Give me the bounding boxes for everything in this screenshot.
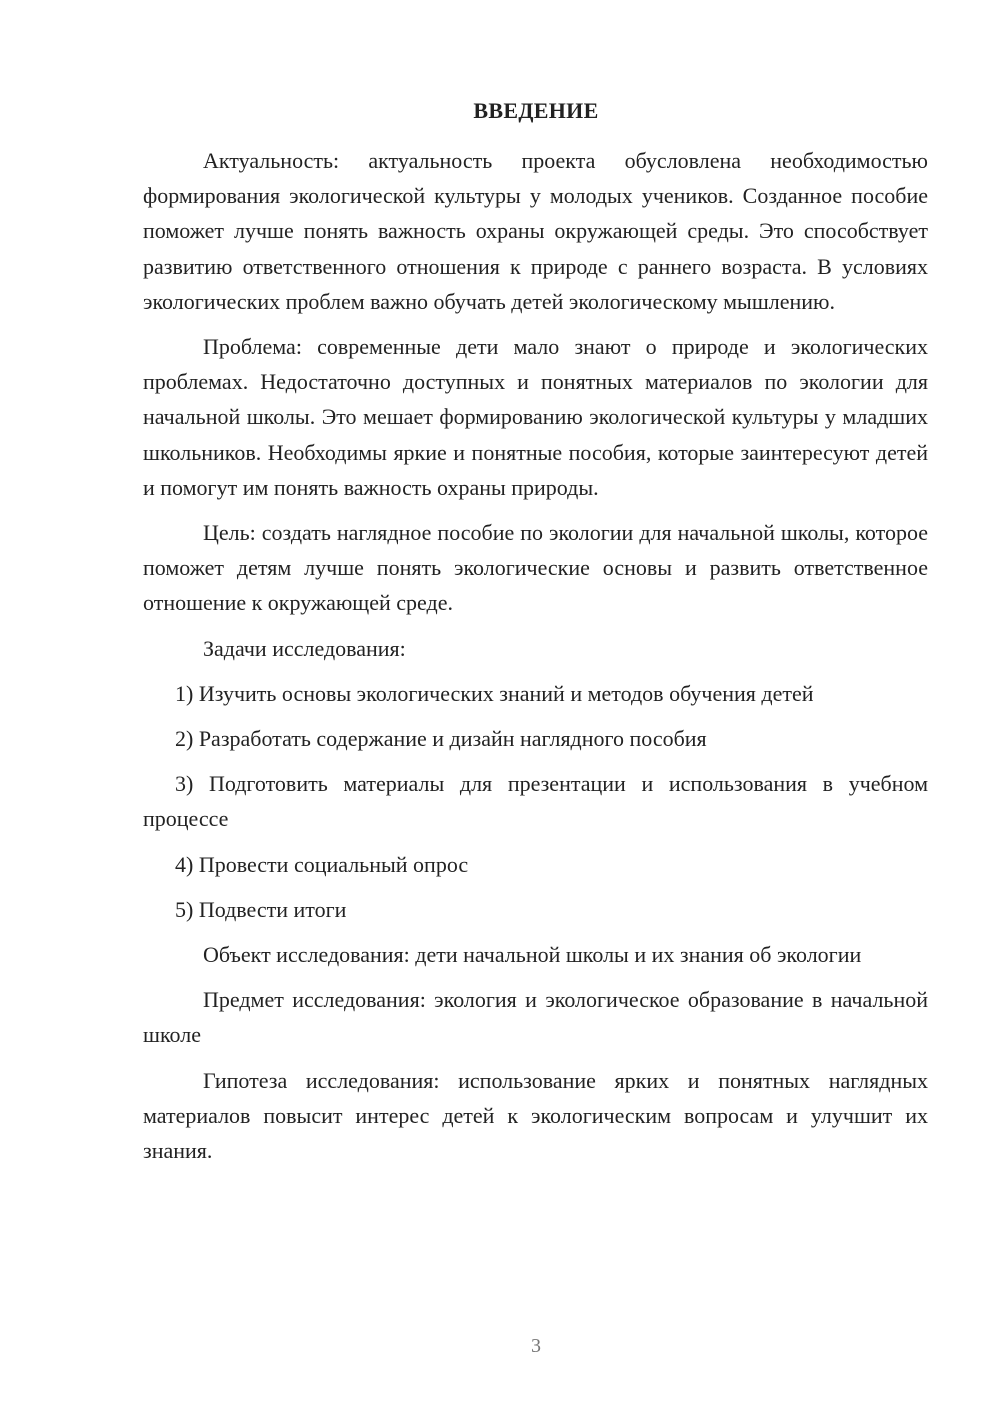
paragraph-relevance: Актуальность: актуальность проекта обусловлена необходимостью формирования экологической культуры у молодых учеников. Созданное пособие поможет лучше понять важность охраны окружающей среды. Это способствует развитию ответственного отношения к природе с раннего возраста. В условиях экологических проблем важно обучать детей экологическому мышлению. (143, 148, 928, 314)
page-title: ВВЕДЕНИЕ (473, 98, 599, 123)
paragraph-subject: Предмет исследования: экология и экологическое образование в начальной школе (143, 987, 928, 1048)
list-item: 5) Подвести итоги (175, 896, 347, 922)
paragraph-object: Объект исследования: дети начальной школы и их знания об экологии (203, 942, 862, 968)
paragraph-problem: Проблема: современные дети мало знают о природе и экологических проблемах. Недостаточно доступных и понятных материалов по экологии для начальной школы. Это мешает формированию экологической культуры у младших школьников. Необходимы яркие и понятные пособия, которые заинтересуют детей и помогут им понять важность охраны природы. (143, 334, 928, 500)
document-body (143, 143, 928, 1178)
paragraph-tasks-heading: Задачи исследования: (203, 635, 406, 661)
list-item: 3) Подготовить материалы для презентации и использования в учебном процессе (143, 771, 928, 832)
paragraph-goal: Цель: создать наглядное пособие по экологии для начальной школы, которое поможет детям лучше понять экологические основы и развить ответственное отношение к окружающей среде. (143, 520, 928, 616)
list-item: 2) Разработать содержание и дизайн наглядного пособия (175, 726, 707, 752)
list-item: 1) Изучить основы экологических знаний и методов обучения детей (175, 680, 814, 706)
list-item: 4) Провести социальный опрос (175, 851, 469, 877)
paragraph-hypothesis: Гипотеза исследования: использование ярких и понятных наглядных материалов повысит интерес детей к экологическим вопросам и улучшит их знания. (143, 1067, 928, 1164)
page-number: 3 (531, 1335, 541, 1357)
